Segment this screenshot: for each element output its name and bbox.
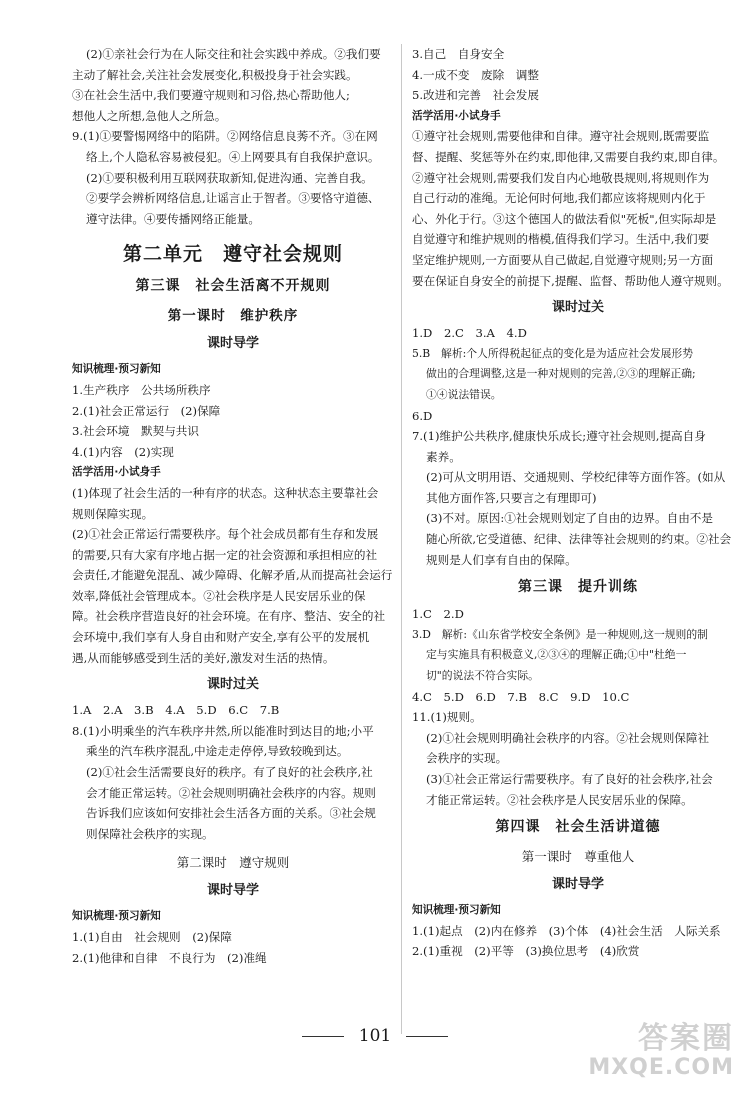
text-line: 心、外化于行。③这个德国人的做法看似"死板",但实际却是 [412,211,717,226]
text-line: 定与实施具有积极意义,②③④的理解正确;①中"杜绝一 [426,648,687,662]
footer-rule-right [406,1036,448,1037]
text-line: 遇,从而能够感受到生活的美好,激发对生活的热情。 [72,650,335,665]
text-line: 2.(1)重视 (2)平等 (3)换位思考 (4)欣赏 [412,944,640,959]
text-line: 4.(1)内容 (2)实现 [72,444,174,459]
text-line: 的需要,只有大家有序地占据一定的社会资源和承担相应的社 [72,547,378,562]
subsection-label: 活学活用·小试身手 [412,109,501,122]
text-line: (1)体现了社会生活的一种有序的状态。这种状态主要靠社会 [72,485,379,500]
text-line: 告诉我们应该如何安排社会生活各方面的关系。③社会规 [86,806,376,821]
left-top-block [72,44,394,229]
text-line: 1.(1)自由 社会规则 (2)保障 [72,930,232,944]
text-line: ②要学会辨析网络信息,让谣言止于智者。③要恪守道德、 [86,191,380,206]
text-line: 2.(1)社会正常运行 (2)保障 [72,403,221,418]
text-line: 11.(1)规则。 [412,710,482,725]
text-line: (2)①社会规则明确社会秩序的内容。②社会规则保障社 [426,730,710,745]
section-heading: 课时过关 [206,677,259,693]
text-line: (2)①社会正常运行需要秩序。每个社会成员都有生存和发展 [72,527,379,542]
text-line: 会环境中,我们享有人身自由和财产安全,享有公平的发展机 [72,630,370,645]
text-line: (2)①要积极利用互联网获取新知,促进沟通、完善自我。 [86,170,373,185]
text-line: 才能正常运转。②社会秩序是人民安居乐业的保障。 [426,792,693,807]
text-line: ③在社会生活中,我们要遵守规则和习俗,热心帮助他人; [72,88,350,103]
text-line: 会秩序的实现。 [426,751,508,766]
text-line: 7.(1)维护公共秩序,健康快乐成长;遵守社会规则,提高自身 [412,429,706,444]
text-line: 1.D 2.C 3.A 4.D [412,326,527,341]
text-line: 9.(1)①要警惕网络中的陷阱。②网络信息良莠不齐。③在网 [72,129,378,144]
section-heading: 课时过关 [551,300,604,316]
text-line: 络上,个人隐私容易被侵犯。④上网要具有自我保护意识。 [86,149,380,164]
text-line: ①遵守社会规则,需要他律和自律。遵守社会规则,既需要监 [412,129,710,144]
text-line: 要在保证自身安全的前提下,提醒、监督、帮助他人遵守规则。 [412,273,729,288]
section-heading: 课时导学 [206,336,259,352]
text-line: 1.(1)起点 (2)内在修养 (3)个体 (4)社会生活 人际关系 [412,923,721,938]
text-line: (2)可从文明用语、交通规则、学校纪律等方面作答。(如从 [426,470,726,485]
period-title: 第一课时 尊重他人 [521,849,635,865]
text-line: 5.B 解析:个人所得税起征点的变化是为适应社会发展形势 [412,346,693,360]
text-line: ②遵守社会规则,需要我们发自内心地敬畏规则,将规则作为 [412,170,710,185]
section-heading: 课时导学 [551,877,604,893]
period-title: 第一课时 维护秩序 [167,308,299,325]
lesson-title: 第四课 社会生活讲道德 [495,819,661,836]
watermark-site: MXQE.COM [588,1055,734,1080]
text-line: 遵守法律。④要传播网络正能量。 [86,211,260,226]
text-line: 自己行动的准绳。无论何时何地,我们都应该将规则内化于 [412,191,706,206]
text-line: 规则保障实现。 [72,506,154,521]
lesson-title: 第三课 社会生活离不开规则 [135,278,331,295]
text-line: 会才能正常运转。②社会规则明确社会秩序的内容。规则 [86,785,376,800]
text-line: 4.一成不变 废除 调整 [412,67,539,82]
text-line: 会责任,才能避免混乱、减少障碍、化解矛盾,从而提高社会运行 [72,568,393,583]
text-line: 效率,降低社会管理成本。②社会秩序是人民安居乐业的保 [72,588,366,603]
text-line: 3.D 解析:《山东省学校安全条例》是一种规则,这一规则的制 [412,627,708,641]
text-line: 切"的说法不符合实际。 [426,669,539,683]
text-line: 坚定维护规则,一方面要从自己做起,自觉遵守规则;另一方面 [412,252,714,267]
right-column [412,44,744,962]
subsection-label: 知识梳理·预习新知 [72,910,161,923]
text-line: 素养。 [426,449,461,464]
footer-rule-left [302,1036,344,1037]
text-line: 3.社会环境 默契与共识 [72,424,199,439]
text-line: 规则是人们享有自由的保障。 [426,552,577,567]
lesson-title: 第三课 提升训练 [518,579,638,596]
text-line: ①④说法错误。 [426,387,502,401]
text-line: 1.生产秩序 公共场所秩序 [72,382,211,397]
text-line: (3)①社会正常运行需要秩序。有了良好的社会秩序,社会 [426,772,713,786]
text-line: 自觉遵守和维护规则的楷模,值得我们学习。生活中,我们要 [412,232,710,247]
text-line: 督、提醒、奖惩等外在约束,即他律,又需要自我约束,即自律。 [412,149,725,164]
text-line: 3.自己 自身安全 [412,47,505,61]
unit-title: 第二单元 遵守社会规则 [122,243,343,266]
text-line: (3)不对。原因:①社会规则划定了自由的边界。自由不是 [426,511,713,526]
watermark-logo: 答案圈 [638,1021,734,1056]
text-line: 6.D [412,408,433,423]
text-line: 随心所欲,它受道德、纪律、法律等社会规则的约束。②社会 [426,532,732,547]
text-line: (2)①亲社会行为在人际交往和社会实践中养成。②我们要 [86,47,381,61]
text-line: 4.C 5.D 6.D 7.B 8.C 9.D 10.C [412,689,630,704]
text-line: 1.C 2.D [412,607,464,622]
text-line: 乘坐的汽车秩序混乱,中途走走停停,导致较晚到达。 [86,744,349,759]
subsection-label: 知识梳理·预习新知 [412,904,501,917]
watermark [588,1022,734,1080]
page-number: 101 [358,1026,392,1046]
text-line: 2.(1)他律和自律 不良行为 (2)准绳 [72,950,267,965]
period-title: 第二课时 遵守规则 [176,855,290,871]
text-line: 主动了解社会,关注社会发展变化,积极投身于社会实践。 [72,67,358,82]
text-line: 8.(1)小明乘坐的汽车秩序井然,所以能准时到达目的地;小平 [72,723,374,738]
subsection-label: 知识梳理·预习新知 [72,363,161,376]
left-column [72,44,394,968]
text-line: 1.A 2.A 3.B 4.A 5.D 6.C 7.B [72,703,280,718]
text-line: 障。社会秩序营造良好的社会环境。在有序、整洁、安全的社 [72,609,386,624]
text-line: 做出的合理调整,这是一种对规则的完善,②③的理解正确; [426,367,696,381]
subsection-label: 活学活用·小试身手 [72,466,161,479]
column-divider [401,44,402,1034]
text-line: 则保障社会秩序的实现。 [86,826,214,841]
text-line: 想他人之所想,急他人之所急。 [72,108,227,123]
text-line: 其他方面作答,只要言之有理即可) [426,490,597,505]
text-line: (2)①社会生活需要良好的秩序。有了良好的社会秩序,社 [86,765,373,780]
section-heading: 课时导学 [206,883,259,899]
text-line: 5.改进和完善 社会发展 [412,88,539,103]
